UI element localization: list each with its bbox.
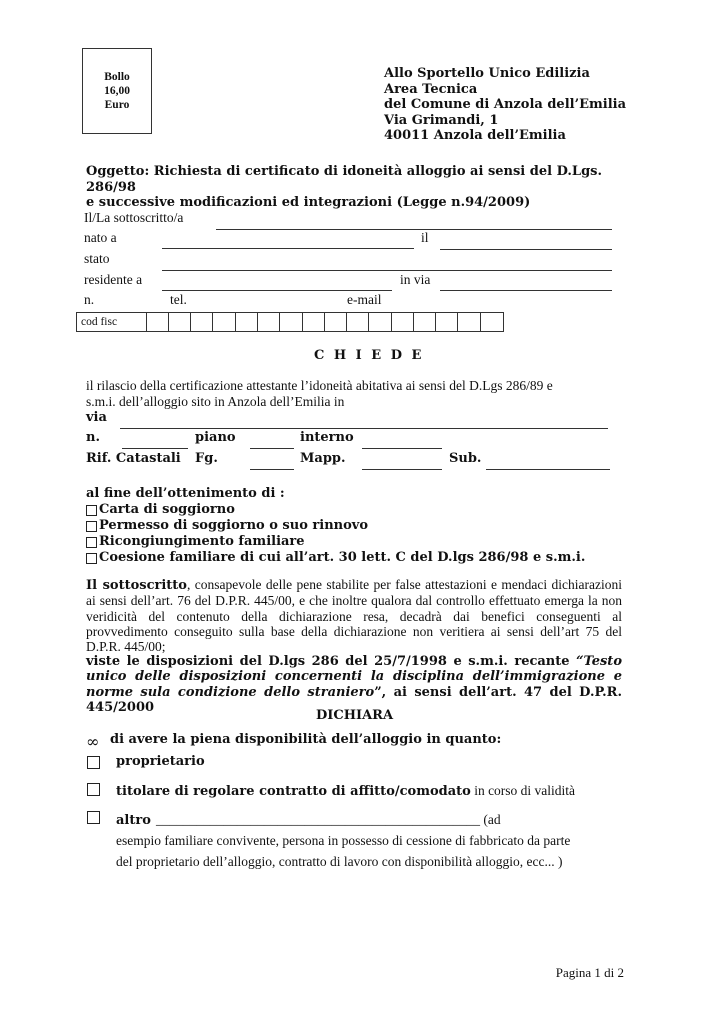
purpose-title: al fine dell’ottenimento di :: [86, 486, 285, 501]
declaration-text: , consapevole delle pene stabilite per false attestazioni e mendaci dichiarazioni ai sensi dell’art. 76 del D.P.R. 445/00, e che inoltre qualora dal controllo effettuato emerga la non veridicità del contenuto della dichiarazione resa, decadrà dai benefici conseguenti al provvedimento conseguito sulla base della dichiarazione non veritiera ai sensi dell’art 75 del D.P.R. 445/00;: [86, 577, 622, 655]
subject-line-2: e successive modificazioni ed integrazioni (Legge n.94/2009): [86, 195, 531, 210]
label-in-via: in via: [400, 272, 431, 287]
page-number: Pagina 1 di 2: [555, 965, 624, 980]
label-sottoscritto: Il/La sottoscritto/a: [84, 210, 184, 225]
dichiara-bullet-icon: ∞: [86, 732, 100, 751]
altro-explanation-line-1: esempio familiare convivente, persona in possesso di cessione di fabbricato da parte: [116, 833, 571, 848]
recipient-line-3: del Comune di Anzola dell’Emilia: [384, 97, 626, 112]
field-in-via[interactable]: [440, 290, 612, 291]
legal-ref-part-c: ”, ai sensi dell’art. 47 del D.P.R. 445/2000: [86, 684, 623, 715]
option-label: Ricongiungimento familiare: [99, 534, 305, 549]
recipient-line-1: Allo Sportello Unico Edilizia: [384, 66, 590, 81]
cf-cell[interactable]: [191, 313, 213, 331]
subject-line-1: Oggetto: Richiesta di certificato di idoneità alloggio ai sensi del D.Lgs. 286/98: [86, 164, 603, 195]
label-nato-a: nato a: [84, 230, 117, 245]
cf-cell[interactable]: [236, 313, 258, 331]
checkbox-icon[interactable]: [86, 521, 97, 532]
cf-cell[interactable]: [280, 313, 302, 331]
field-nato-a[interactable]: [162, 248, 414, 249]
checkbox-proprietario[interactable]: [87, 756, 100, 769]
option-permesso-soggiorno[interactable]: [86, 518, 585, 534]
cf-cell[interactable]: [347, 313, 369, 331]
label-email: e-mail: [347, 292, 382, 307]
field-mappale[interactable]: [362, 469, 442, 470]
altro-explanation-line-2: del proprietario dell’alloggio, contratto di lavoro con disponibilità alloggio, ecc... ): [116, 854, 563, 869]
altro-explanation: [116, 830, 570, 872]
altro-bold: altro: [116, 813, 151, 828]
option-label: Coesione familiare di cui all’art. 30 lett. C del D.lgs 286/98 e s.m.i.: [99, 550, 586, 565]
checkbox-icon[interactable]: [86, 505, 97, 516]
stamp-line-2: 16,00: [104, 85, 130, 97]
cf-cell[interactable]: [458, 313, 480, 331]
chiede-line-2: s.m.i. dell’alloggio sito in Anzola dell’Emilia in: [86, 393, 345, 409]
field-via-alloggio[interactable]: [120, 428, 608, 429]
label-residente-a: residente a: [84, 272, 143, 287]
recipient-line-5: 40011 Anzola dell’Emilia: [384, 128, 566, 143]
legal-reference-paragraph: [86, 654, 622, 715]
purpose-section: [86, 486, 585, 566]
cf-cell[interactable]: [481, 313, 503, 331]
recipient-line-2: Area Tecnica: [384, 81, 478, 97]
checkbox-icon[interactable]: [86, 553, 97, 564]
field-piano[interactable]: [250, 448, 294, 449]
recipient-line-4: Via Grimandi, 1: [384, 112, 499, 128]
label-rif-catastali: Rif. Catastali: [86, 451, 181, 466]
declaration-subject: Il sottoscritto: [86, 578, 187, 593]
cf-cell[interactable]: [369, 313, 391, 331]
contratto-bold: titolare di regolare contratto di affitto/comodato: [116, 784, 471, 799]
label-il: il: [421, 230, 429, 245]
heading-chiede: C H I E D E: [314, 348, 424, 363]
dichiara-intro: di avere la piena disponibilità dell’alloggio in quanto:: [110, 732, 502, 747]
option-coesione-familiare[interactable]: [86, 550, 585, 566]
cf-cell[interactable]: [436, 313, 458, 331]
checkbox-icon[interactable]: [86, 537, 97, 548]
stamp-line-3: Euro: [104, 99, 130, 111]
label-numero: n.: [84, 292, 95, 307]
subject: [86, 164, 646, 211]
chiede-line-1: il rilascio della certificazione attestante l’idoneità abitativa ai sensi del D.Lgs 286/89 e: [86, 378, 553, 393]
label-contratto-affitto: [116, 780, 575, 799]
field-altro[interactable]: ________________________________________________: [155, 812, 480, 827]
stamp-line-1: Bollo: [104, 71, 130, 83]
contratto-rest: in corso di validità: [470, 783, 576, 798]
cf-cell[interactable]: [258, 313, 280, 331]
label-proprietario: proprietario: [116, 754, 205, 769]
field-sottoscritto[interactable]: [216, 229, 612, 230]
checkbox-contratto-affitto[interactable]: [87, 783, 100, 796]
label-tel: tel.: [170, 292, 187, 307]
label-piano: piano: [195, 430, 236, 445]
label-interno: interno: [300, 430, 354, 445]
codice-fiscale-boxes[interactable]: [76, 312, 504, 332]
option-ricongiungimento[interactable]: [86, 534, 585, 550]
cf-cell[interactable]: [414, 313, 436, 331]
altro-tail: (ad: [479, 812, 501, 827]
declaration-paragraph: [86, 577, 622, 654]
legal-ref-part-b: “Testo unico delle disposizioni concernenti la disciplina dell’immigrazione e norme sula condizione dello straniero: [86, 654, 622, 700]
label-numero-alloggio: n.: [86, 430, 100, 445]
cf-cell[interactable]: [169, 313, 191, 331]
field-foglio[interactable]: [250, 469, 294, 470]
cf-cell[interactable]: [325, 313, 347, 331]
cf-cell[interactable]: [303, 313, 325, 331]
option-label: Carta di soggiorno: [99, 502, 235, 517]
field-numero-alloggio[interactable]: [122, 448, 188, 449]
option-carta-soggiorno[interactable]: [86, 502, 585, 518]
chiede-paragraph: [86, 378, 626, 409]
label-mappale: Mapp.: [300, 451, 346, 466]
label-altro: [116, 809, 501, 828]
cf-cell[interactable]: [392, 313, 414, 331]
revenue-stamp-box: [82, 48, 152, 134]
heading-dichiara: DICHIARA: [316, 708, 394, 723]
field-residente-a[interactable]: [162, 290, 392, 291]
field-interno[interactable]: [362, 448, 442, 449]
field-subalterno[interactable]: [486, 469, 610, 470]
legal-ref-part-a: viste le disposizioni del D.lgs 286 del 25/7/1998 e s.m.i. recante: [86, 654, 577, 669]
option-label: Permesso di soggiorno o suo rinnovo: [99, 518, 368, 533]
checkbox-altro[interactable]: [87, 811, 100, 824]
label-stato: stato: [84, 251, 110, 266]
label-cod-fisc: cod fisc: [77, 313, 147, 331]
label-subalterno: Sub.: [449, 451, 482, 466]
recipient-address: [384, 66, 626, 144]
label-via: via: [86, 410, 107, 425]
field-birth-date[interactable]: [440, 249, 612, 250]
cf-cell[interactable]: [147, 313, 169, 331]
cf-cell[interactable]: [213, 313, 235, 331]
label-foglio: Fg.: [195, 451, 218, 466]
field-stato[interactable]: [162, 270, 612, 271]
